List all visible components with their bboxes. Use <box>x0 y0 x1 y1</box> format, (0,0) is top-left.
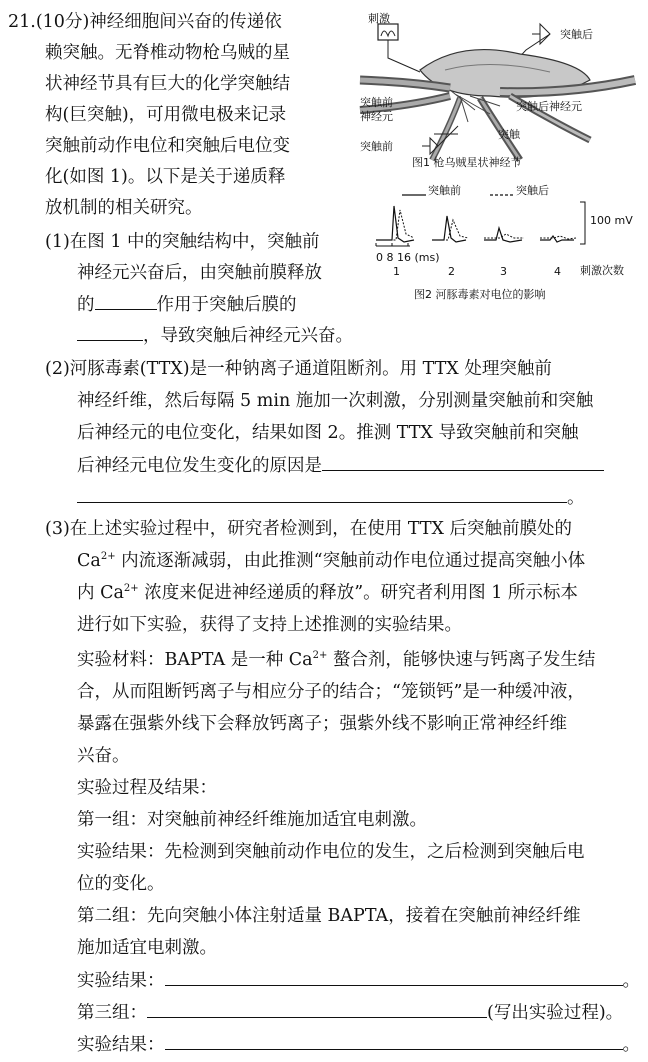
group2-line2: 施加适宜电刺激。 <box>77 938 217 958</box>
part2-line2: 神经纤维，然后每隔 5 min 施加一次刺激，分别测量突触前和突触 <box>77 391 594 411</box>
intro-line-4: 突触前动作电位和突触后电位变 <box>45 136 290 156</box>
fig2-caption: 图2 河豚毒素对电位的影响 <box>414 288 546 301</box>
result2-row <box>77 968 640 993</box>
intro-line-1: 赖突触。无脊椎动物枪乌贼的星 <box>45 43 290 63</box>
fig1-label-presynaptic-neuron-2: 神经元 <box>360 110 393 123</box>
part3-l3sup: 2+ <box>123 583 139 594</box>
group2-line1: 第二组：先向突触小体注射适量 BAPTA，接着在突触前神经纤维 <box>77 906 581 926</box>
part2-end-mark: 。 <box>567 488 585 508</box>
part1-line3 <box>77 292 297 317</box>
part2-line3: 后神经元的电位变化，结果如图 2。推测 TTX 导致突触前和突触 <box>77 423 579 443</box>
group3-note: (写出实验过程)。 <box>487 1003 624 1023</box>
fig2-legend-pre: 突触前 <box>428 184 461 197</box>
question-number: 21. <box>8 12 36 32</box>
fig1-label-presynaptic: 突触前 <box>360 140 393 153</box>
question-score: (10分) <box>35 12 90 32</box>
group3-row <box>77 1000 623 1025</box>
intro-line-2: 状神经节具有巨大的化学突触结 <box>45 74 290 94</box>
fig2-stim-2: 2 <box>448 265 455 278</box>
fig1-label-synapse: 突触 <box>498 128 520 141</box>
part3-l2b: 内流逐渐减弱，由此推测“突触前动作电位通过提高突触小体 <box>115 551 586 571</box>
part1-blank-1[interactable] <box>95 292 157 310</box>
part3-l2sup: 2+ <box>100 551 116 562</box>
part3-line2 <box>77 549 585 573</box>
result2-blank[interactable] <box>165 968 623 986</box>
result3-label: 实验结果： <box>77 1035 165 1055</box>
part1-line2: 神经元兴奋后，由突触前膜释放 <box>77 263 322 283</box>
procedure-heading: 实验过程及结果： <box>77 778 217 798</box>
part3-line3 <box>77 581 578 605</box>
result3-blank[interactable] <box>165 1032 623 1050</box>
intro-line-3: 构(巨突触)，可用微电极来记录 <box>45 105 287 125</box>
fig1-label-stimulus: 刺激 <box>368 12 390 25</box>
question-header <box>8 10 282 34</box>
part1-line3a: 的 <box>77 295 95 315</box>
fig2-time-ticks: 0 8 16 (ms) <box>376 251 440 264</box>
materials-line2: 合，从而阻断钙离子与相应分子的结合；“笼锁钙”是一种缓冲液， <box>77 682 585 702</box>
fig2-stim-count-label: 刺激次数 <box>580 264 624 277</box>
result3-period: 。 <box>622 1035 640 1055</box>
intro-line-6: 放机制的相关研究。 <box>45 198 203 218</box>
fig2-stim-1: 1 <box>393 265 400 278</box>
fig2-scale-label: 100 mV <box>590 214 633 227</box>
materials-line3: 暴露在强紫外线下会释放钙离子；强紫外线不影响正常神经纤维 <box>77 714 567 734</box>
fig2-stim-3: 3 <box>500 265 507 278</box>
group3-label: 第三组： <box>77 1003 147 1023</box>
part3-m1a: 实验材料：BAPTA 是一种 Ca <box>77 650 313 670</box>
fig2-legend-post: 突触后 <box>516 184 549 197</box>
intro-line-0: 神经细胞间兴奋的传递依 <box>89 12 282 32</box>
part3-line4: 进行如下实验，获得了支持上述推测的实验结果。 <box>77 615 462 635</box>
part2-line4: 后神经元电位发生变化的原因是 <box>77 456 322 476</box>
result3-row <box>77 1032 640 1057</box>
fig1-caption: 图1 枪乌贼星状神经节 <box>412 156 522 169</box>
part1-line1: (1)在图 1 中的突触结构中，突触前 <box>45 232 320 252</box>
part1-blank-2[interactable] <box>77 323 143 341</box>
materials-line4: 兴奋。 <box>77 746 130 766</box>
part1-line4: ，导致突触后神经元兴奋。 <box>143 326 353 346</box>
group3-blank[interactable] <box>147 1000 487 1018</box>
part3-m1sup: 2+ <box>312 650 328 661</box>
part2-line5-row <box>77 485 585 510</box>
group1-line: 第一组：对突触前神经纤维施加适宜电刺激。 <box>77 810 427 830</box>
part3-m1b: 螯合剂，能够快速与钙离子发生结 <box>327 650 596 670</box>
result2-period: 。 <box>622 971 640 991</box>
fig1-label-postsynaptic-neuron: 突触后神经元 <box>516 100 582 113</box>
part2-line1: (2)河豚毒素(TTX)是一种钠离子通道阻断剂。用 TTX 处理突触前 <box>45 359 552 379</box>
fig1-label-presynaptic-neuron-1: 突触前 <box>360 96 393 109</box>
result2-label: 实验结果： <box>77 971 165 991</box>
part3-l3a: 内 Ca <box>77 583 124 603</box>
part1-line3b: 作用于突触后膜的 <box>156 295 297 315</box>
fig2-stim-4: 4 <box>554 265 561 278</box>
part3-l2a: Ca <box>77 551 101 571</box>
fig2-traces <box>370 198 590 254</box>
result1-line2: 位的变化。 <box>77 874 165 894</box>
part1-line4-row <box>77 323 353 348</box>
part2-blank-2[interactable] <box>77 485 567 503</box>
intro-line-5: 化(如图 1)。以下是关于递质释 <box>45 167 286 187</box>
materials-line1 <box>77 648 595 672</box>
part3-line1: (3)在上述实验过程中，研究者检测到，在使用 TTX 后突触前膜处的 <box>45 519 573 539</box>
part2-blank-1[interactable] <box>322 453 604 471</box>
fig1-label-postsynaptic: 突触后 <box>560 28 593 41</box>
part2-line4-row <box>77 453 604 478</box>
squid-ganglion-illustration <box>350 10 640 170</box>
result1-line1: 实验结果：先检测到突触前动作电位的发生，之后检测到突触后电 <box>77 842 585 862</box>
part3-l3b: 浓度来促进神经递质的释放”。研究者利用图 1 所示标本 <box>138 583 578 603</box>
